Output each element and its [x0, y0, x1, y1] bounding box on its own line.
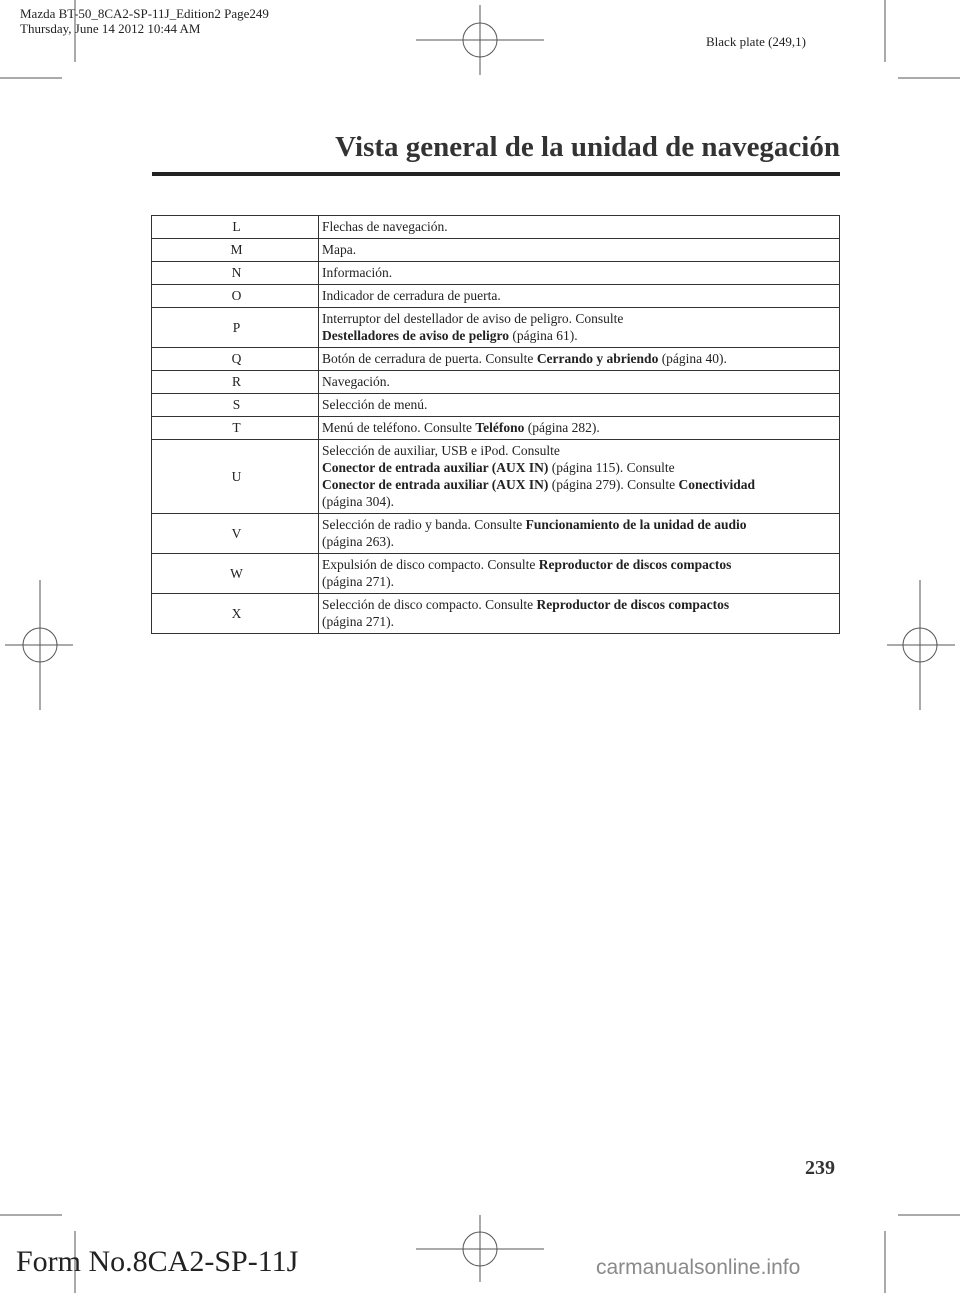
print-file-line: Mazda BT-50_8CA2-SP-11J_Edition2 Page249 [20, 6, 269, 21]
legend-table [151, 215, 840, 634]
description-text: Menú de teléfono. Consulte [322, 420, 476, 435]
legend-row [152, 417, 840, 440]
legend-key: X [152, 594, 319, 634]
legend-row [152, 348, 840, 371]
legend-row [152, 440, 840, 514]
legend-description [319, 239, 840, 262]
title-rule [152, 172, 840, 176]
legend-key: L [152, 216, 319, 239]
legend-key: S [152, 394, 319, 417]
description-line [322, 419, 835, 436]
description-text: Expulsión de disco compacto. Consulte [322, 557, 539, 572]
description-text: (página 282). [524, 420, 600, 435]
legend-key: P [152, 308, 319, 348]
description-line [322, 516, 835, 533]
cross-reference-title: Teléfono [475, 420, 525, 435]
legend-key: Q [152, 348, 319, 371]
legend-row [152, 371, 840, 394]
description-text: (página 271). [322, 574, 394, 589]
print-header [20, 6, 269, 36]
legend-description [319, 440, 840, 514]
section-title: Vista general de la unidad de navegación [335, 131, 840, 163]
target-circle [463, 23, 497, 57]
description-line [322, 476, 835, 493]
legend-row [152, 394, 840, 417]
description-text: (página 279). Consulte [548, 477, 679, 492]
legend-row [152, 216, 840, 239]
description-text: (página 115). Consulte [548, 460, 675, 475]
description-text: Información. [322, 265, 393, 280]
cross-reference-title: Conector de entrada auxiliar (AUX IN) [322, 477, 549, 492]
description-text: (página 271). [322, 614, 394, 629]
page-number: 239 [805, 1157, 835, 1179]
legend-row [152, 594, 840, 634]
form-number: Form No.8CA2-SP-11J [16, 1245, 299, 1278]
legend-description [319, 371, 840, 394]
legend-description [319, 554, 840, 594]
description-line [322, 442, 835, 459]
description-line [322, 218, 835, 235]
legend-key: R [152, 371, 319, 394]
legend-body [152, 216, 840, 634]
target-circle [23, 628, 57, 662]
print-date-line: Thursday, June 14 2012 10:44 AM [20, 21, 201, 36]
cross-reference-title: Destelladores de aviso de peligro [322, 328, 509, 343]
description-text: (página 263). [322, 534, 394, 549]
plate-label: Black plate (249,1) [706, 34, 806, 49]
description-text: Selección de menú. [322, 397, 428, 412]
legend-key: T [152, 417, 319, 440]
legend-row [152, 285, 840, 308]
target-circle [903, 628, 937, 662]
cross-reference-title: Conector de entrada auxiliar (AUX IN) [322, 460, 549, 475]
description-line [322, 310, 835, 327]
description-text: Mapa. [322, 242, 357, 257]
legend-description [319, 594, 840, 634]
cross-reference-title: Funcionamiento de la unidad de audio [525, 517, 747, 532]
description-line [322, 533, 835, 550]
legend-row [152, 239, 840, 262]
legend-description [319, 394, 840, 417]
legend-key: U [152, 440, 319, 514]
legend-description [319, 308, 840, 348]
description-line [322, 287, 835, 304]
cross-reference-title: Reproductor de discos compactos [536, 597, 730, 612]
description-line [322, 396, 835, 413]
description-text: Flechas de navegación. [322, 219, 448, 234]
cross-reference-title: Reproductor de discos compactos [538, 557, 732, 572]
description-line [322, 493, 835, 510]
legend-row [152, 308, 840, 348]
legend-row [152, 262, 840, 285]
description-line [322, 573, 835, 590]
legend-row [152, 554, 840, 594]
target-circle [463, 1232, 497, 1266]
watermark: carmanualsonline.info [596, 1256, 801, 1279]
description-line [322, 264, 835, 281]
description-text: Selección de radio y banda. Consulte [322, 517, 526, 532]
cross-reference-title: Cerrando y abriendo [536, 351, 659, 366]
description-line [322, 596, 835, 613]
description-line [322, 241, 835, 258]
legend-key: N [152, 262, 319, 285]
description-line [322, 613, 835, 630]
legend-key: M [152, 239, 319, 262]
description-text: Navegación. [322, 374, 390, 389]
description-text: Indicador de cerradura de puerta. [322, 288, 501, 303]
legend-key: O [152, 285, 319, 308]
legend-key: V [152, 514, 319, 554]
legend-description [319, 285, 840, 308]
description-text: (página 304). [322, 494, 394, 509]
description-text: Selección de disco compacto. Consulte [322, 597, 537, 612]
legend-description [319, 216, 840, 239]
cross-reference-title: Conectividad [678, 477, 755, 492]
description-text: Interruptor del destellador de aviso de peligro. Consulte [322, 311, 624, 326]
legend-description [319, 417, 840, 440]
legend-description [319, 262, 840, 285]
legend-key: W [152, 554, 319, 594]
description-text: Botón de cerradura de puerta. Consulte [322, 351, 537, 366]
description-text: (página 40). [658, 351, 727, 366]
description-line [322, 327, 835, 344]
description-line [322, 556, 835, 573]
legend-row [152, 514, 840, 554]
description-line [322, 373, 835, 390]
description-line [322, 459, 835, 476]
legend-description [319, 348, 840, 371]
description-line [322, 350, 835, 367]
description-text: Selección de auxiliar, USB e iPod. Consulte [322, 443, 560, 458]
legend-description [319, 514, 840, 554]
description-text: (página 61). [509, 328, 578, 343]
